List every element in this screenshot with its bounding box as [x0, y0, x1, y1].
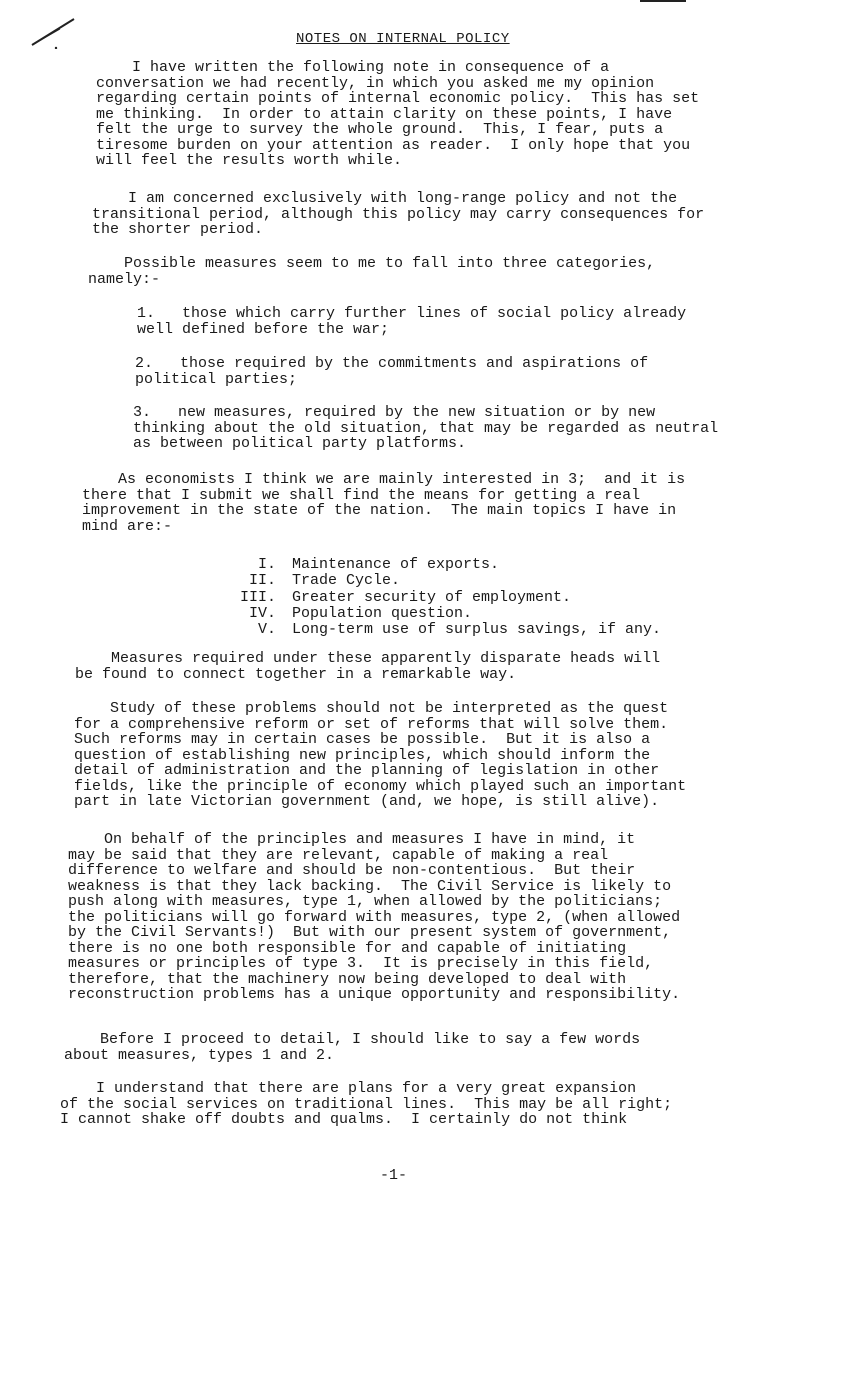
category-item-3: 3. new measures, required by the new situation or by new thinking about the old situation, that may be regarded as neutral as between political party platforms.	[133, 404, 719, 452]
topic-item	[232, 622, 661, 638]
paragraph-economists: As economists I think we are mainly interested in 3; and it is there that I submit we shall find the means for getting a real improvement in the state of the nation. The main topics I have in mind are:-	[82, 471, 686, 535]
topic-text: Greater security of employment.	[292, 588, 572, 606]
category-item-2: 2. those required by the commitments and aspirations of political parties;	[135, 355, 649, 388]
topic-number: II.	[248, 572, 276, 590]
paragraph-categories-intro: Possible measures seem to me to fall into three categories, namely:-	[88, 255, 656, 288]
pen-stroke-mark	[30, 17, 76, 49]
topic-item	[232, 573, 661, 589]
category-item-1: 1. those which carry further lines of social policy already well defined before the war;	[137, 305, 687, 338]
paragraph-study: Study of these problems should not be interpreted as the quest for a comprehensive reform or set of reforms that will solve them. Such reforms may in certain cases be possible. But it is also a question of establishing new principles, which should inform the detail of administration and the planning of legislation in other fields, like the principle of economy which played such an important part in late Victorian government (and, we hope, is still alive).	[74, 700, 687, 810]
paragraph-before-detail: Before I proceed to detail, I should like to say a few words about measures, types 1 and 2.	[64, 1031, 641, 1064]
topic-text: Population question.	[292, 604, 473, 622]
document-title: NOTES ON INTERNAL POLICY	[296, 31, 510, 47]
topic-number: I.	[257, 556, 276, 573]
topic-text: Maintenance of exports.	[292, 556, 500, 573]
paragraph-social-services: I understand that there are plans for a very great expansion of the social services on traditional lines. This may be all right; I cannot shake off doubts and qualms. I certainly do not think	[60, 1080, 673, 1128]
topic-item	[232, 606, 661, 622]
topic-item	[232, 590, 661, 606]
topics-list	[232, 557, 661, 638]
topic-item	[232, 557, 661, 573]
topic-text: Long-term use of surplus savings, if any.	[292, 621, 662, 639]
page-number: -1-	[380, 1167, 408, 1184]
paragraph-measures: Measures required under these apparently disparate heads will be found to connect together in a remarkable way.	[75, 650, 661, 683]
topic-number: V.	[257, 621, 276, 639]
topic-text: Trade Cycle.	[292, 572, 401, 590]
topic-number: IV.	[248, 604, 276, 622]
paragraph-intro: I have written the following note in consequence of a conversation we had recently, in which you asked me my opinion regarding certain points of internal economic policy. This has set me thinking. In order to attain clarity on these points, I have felt the urge to survey the whole ground. This, I fear, puts a tiresome burden on your attention as reader. I only hope that you will feel the results worth while.	[96, 59, 700, 169]
paragraph-principles: On behalf of the principles and measures I have in mind, it may be said that they are relevant, capable of making a real difference to welfare and should be non-contentious. But their weakness is that they lack backing. The Civil Service is likely to push along with measures, type 1, when allowed by the politicians; the politicians will go forward with measures, type 2, (when allowed by the Civil Servants!) But with our present system of government, there is no one both responsible for and capable of initiating measures or principles of type 3. It is precisely in this field, therefore, that the machinery now being developed to deal with reconstruction problems has a unique opportunity and responsibility.	[68, 831, 681, 1003]
topic-number: III.	[239, 588, 276, 606]
paragraph-scope: I am concerned exclusively with long-range policy and not the transitional period, although this policy may carry consequences for the shorter period.	[92, 190, 705, 238]
scan-mark	[640, 0, 686, 2]
